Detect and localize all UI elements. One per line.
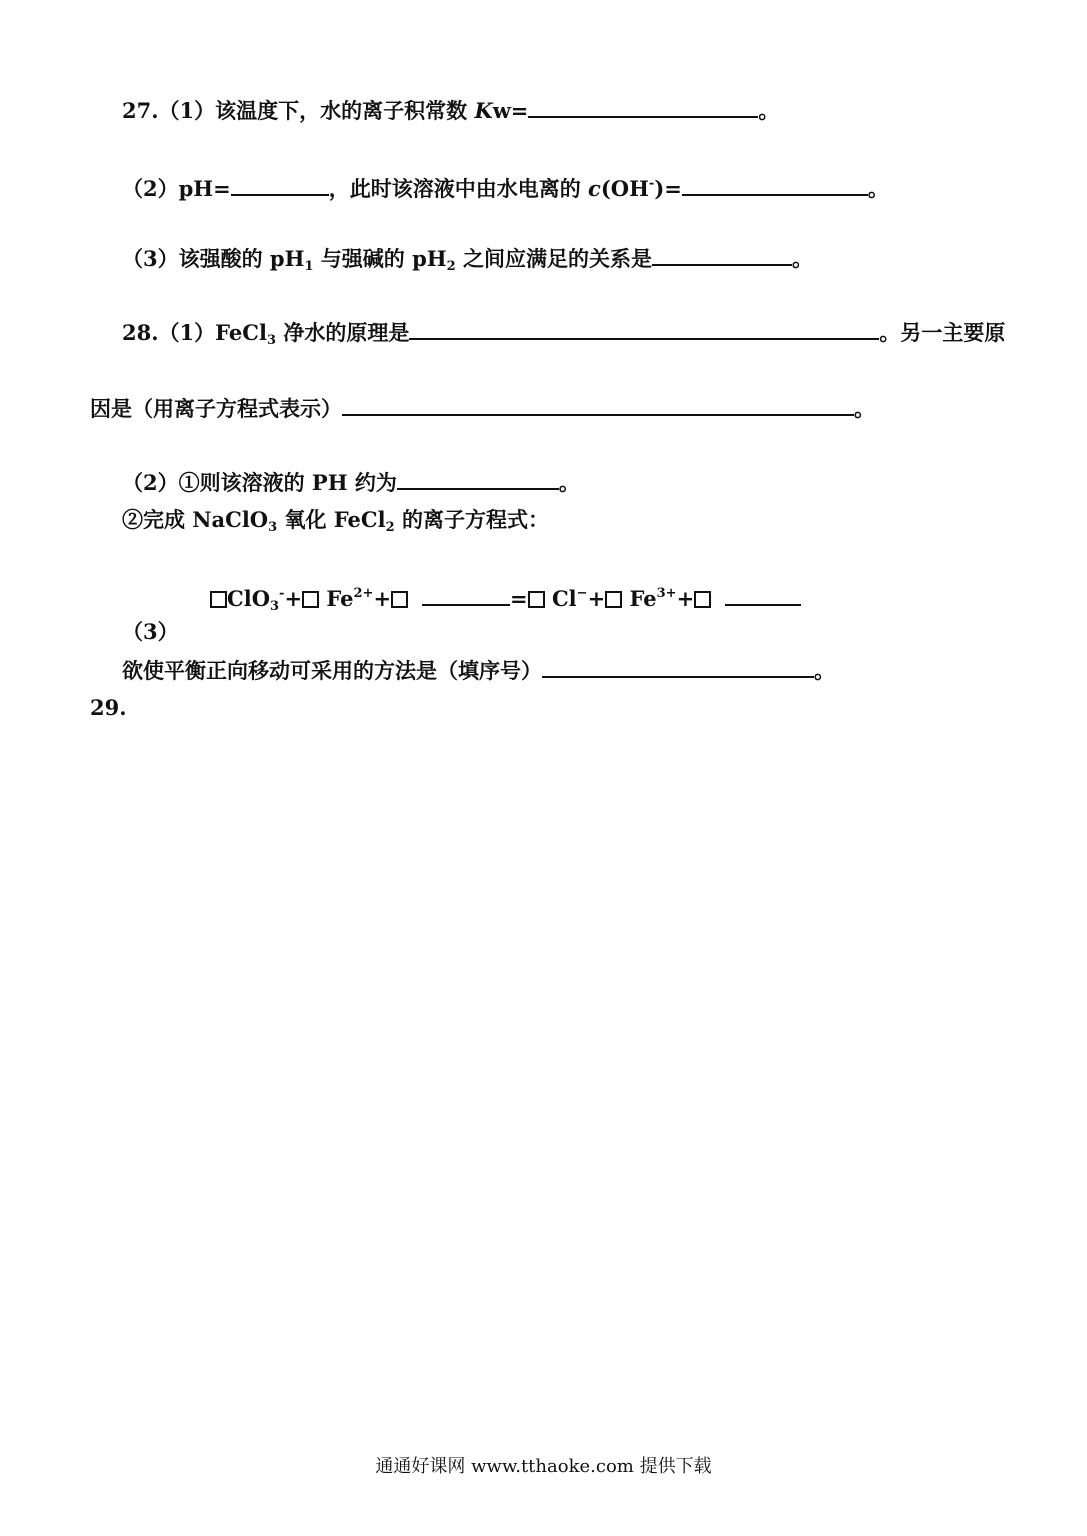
q27-part3-sub1: 1 — [304, 259, 314, 274]
q27-part2-close: )= — [654, 176, 682, 201]
q28-part2-end: 。 — [558, 470, 580, 495]
q27-part2-c: c — [588, 176, 601, 201]
q28-part1-end: 。另一主要原 — [879, 320, 1006, 345]
q28-part3-blank[interactable] — [542, 656, 814, 678]
q28-part2b-end: 的离子方程式： — [394, 507, 549, 532]
q27-part1-end: 。 — [758, 98, 780, 123]
coef-box-fe3[interactable] — [605, 591, 622, 608]
q28-part3 — [122, 656, 835, 685]
coef-box-reactant3[interactable] — [391, 591, 408, 608]
q27-part3-mid: 与强碱的 pH — [313, 246, 447, 271]
coef-box-fe2[interactable] — [302, 591, 319, 608]
eq-fe3: Fe — [622, 586, 657, 611]
eq-equals: = — [510, 586, 528, 611]
eq-clo-sub: 3 — [269, 599, 280, 614]
q28-part2b-prefix: ②完成 NaClO — [122, 507, 269, 532]
q27-part3 — [122, 244, 813, 281]
q28-part3-end: 。 — [814, 658, 835, 683]
q27-part1 — [122, 96, 779, 125]
q27-part2-prefix: （2）pH= — [122, 176, 231, 201]
q27-part2-blank-ph[interactable] — [231, 174, 329, 196]
q28-part1-line2 — [90, 394, 875, 423]
eq-cl-sup: − — [576, 586, 588, 601]
q27-part1-k: K — [474, 98, 493, 123]
q27-part2-minus: - — [648, 176, 655, 191]
ionic-equation — [210, 580, 801, 621]
eq-blank-reactant[interactable] — [422, 584, 510, 606]
q28-part1-line2-text: 因是（用离子方程式表示） — [90, 396, 342, 421]
q27-part2 — [122, 170, 889, 203]
footer-credit: 通通好课网 www.tthaoke.com 提供下载 — [375, 1456, 712, 1477]
eq-plus-3: + — [587, 586, 606, 611]
q27-part1-prefix: 27.（1）该温度下，水的离子积常数 — [122, 98, 475, 123]
q27-part2-end: 。 — [867, 176, 889, 201]
q27-part1-blank[interactable] — [528, 96, 758, 118]
q27-part3-blank[interactable] — [652, 244, 792, 266]
q28-part2-blank[interactable] — [397, 468, 559, 490]
q28-part1-prefix: 28.（1）FeCl — [122, 320, 267, 345]
eq-fe2: Fe — [319, 586, 354, 611]
q27-part3-sub2: 2 — [446, 259, 456, 274]
q27-part2-oh: (OH — [600, 176, 649, 201]
q29-label: 29. — [90, 695, 127, 720]
eq-plus-1: + — [284, 586, 303, 611]
eq-fe2-sup: 2+ — [353, 586, 374, 601]
coef-box-product3[interactable] — [694, 591, 711, 608]
q28-part3-text: 欲使平衡正向移动可采用的方法是（填序号） — [122, 658, 542, 683]
q27-part1-w: w= — [492, 98, 529, 123]
q27-part3-end: 。 — [792, 246, 814, 271]
q27-part2-mid: ，此时该溶液中由水电离的 — [328, 176, 589, 201]
q27-part2-blank-oh[interactable] — [682, 174, 868, 196]
eq-clo-sup: - — [279, 586, 285, 601]
coef-box-cl[interactable] — [528, 591, 545, 608]
q28-part1-blank[interactable] — [409, 318, 879, 340]
coef-box-clo3[interactable] — [210, 591, 227, 608]
eq-cl: Cl — [544, 586, 577, 611]
q27-part3-prefix: （3）该强酸的 pH — [122, 246, 305, 271]
q28-part1-line2-blank[interactable] — [342, 394, 854, 416]
q28-part2b-sub2: 2 — [385, 520, 395, 535]
eq-plus-4: + — [676, 586, 695, 611]
q28-part2b-mid: 氧化 FeCl — [277, 507, 386, 532]
q28-part2b-sub1: 3 — [268, 520, 278, 535]
q28-part1-line2-end: 。 — [854, 396, 875, 421]
q28-part1-sub: 3 — [266, 333, 277, 348]
q28-part1-mid: 净水的原理是 — [276, 320, 410, 345]
q27-part3-after: 之间应满足的关系是 — [455, 246, 653, 271]
q28-part1 — [122, 318, 1005, 355]
eq-fe3-sup: 3+ — [656, 586, 677, 601]
q28-part2-prefix: （2）①则该溶液的 PH 约为 — [122, 470, 397, 495]
eq-blank-product[interactable] — [725, 584, 801, 606]
q28-part2 — [122, 468, 580, 497]
eq-plus-2: + — [373, 586, 392, 611]
q28-part3-label: （3） — [122, 619, 179, 644]
q28-part2b — [122, 506, 549, 542]
eq-clo: ClO — [227, 586, 270, 611]
